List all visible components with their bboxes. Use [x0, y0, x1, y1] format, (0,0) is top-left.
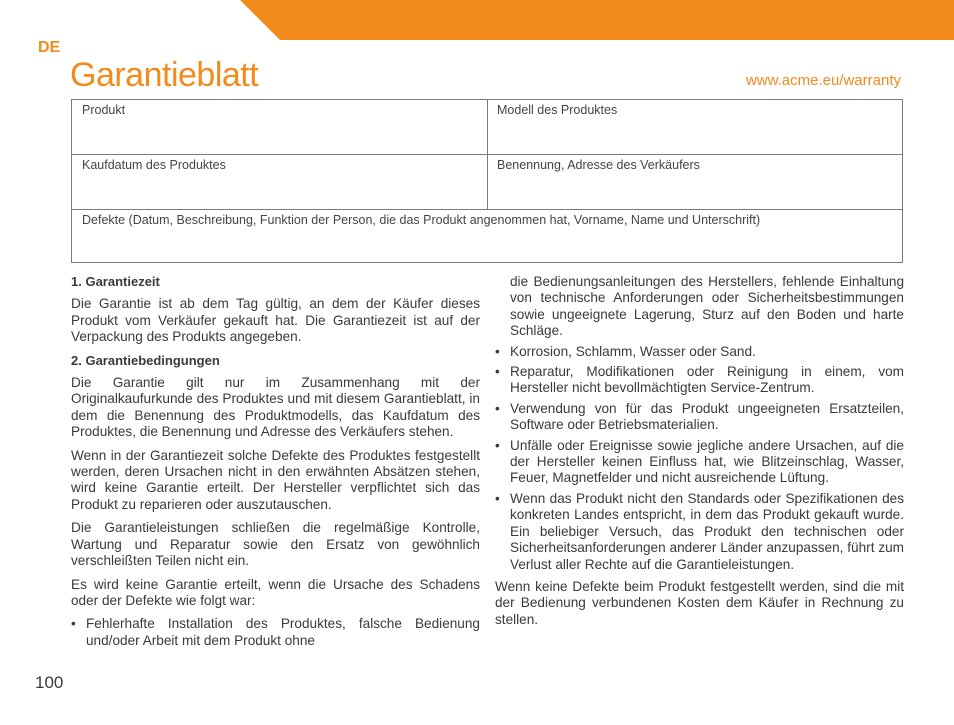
- conditions-paragraph: Die Garantieleistungen schließen die regelmäßige Kontrolle, Wartung und Reparatur sowie den Ersatz von gewöhnlich verschleißten Teilen nicht ein.: [71, 520, 480, 569]
- left-column: [71, 274, 480, 655]
- list-item-text: Korrosion, Schlamm, Wasser oder Sand.: [510, 343, 756, 359]
- defects-field[interactable]: Defekte (Datum, Beschreibung, Funktion der Person, die das Produkt angenommen hat, Vorname, Name und Unterschrift): [82, 213, 761, 227]
- bullet-icon: •: [71, 616, 76, 632]
- page-number: 100: [35, 673, 64, 692]
- exclusion-list: [71, 616, 480, 649]
- list-item: [495, 274, 904, 340]
- right-column: [495, 274, 904, 635]
- conditions-paragraph: Wenn in der Garantiezeit solche Defekte des Produktes festgestellt werden, deren Ursachen nicht in den erwähnten Absätzen stehen, wird keine Garantie erteilt. Der Hersteller verpflichtet sich das Produkt zu reparieren oder auszutauschen.: [71, 447, 480, 512]
- list-item: [495, 364, 904, 397]
- warranty-period-text: Die Garantie ist ab dem Tag gültig, an dem der Käufer dieses Produkt vom Verkäufer gekauft hat. Die Garantiezeit ist auf der Verpackung des Produkts angegeben.: [71, 296, 480, 345]
- conditions-paragraph: Es wird keine Garantie erteilt, wenn die Ursache des Schadens oder der Defekte wie folgt war:: [71, 576, 480, 608]
- list-item: [495, 401, 904, 434]
- bullet-icon: •: [495, 490, 500, 506]
- product-field[interactable]: Produkt: [82, 103, 126, 117]
- bullet-icon: •: [495, 400, 500, 416]
- bullet-icon: •: [495, 343, 500, 359]
- list-item-text: die Bedienungsanleitungen des Herstellers, fehlende Einhaltung von technische Anforderungen oder Sicherheitsbestimmungen sowie ungeeignete Lagerung, Sturz auf den Boden und harte Schläge.: [510, 274, 904, 339]
- list-item-text: Wenn das Produkt nicht den Standards oder Spezifikationen des konkreten Landes entspricht, in dem das Produkt gekauft wurde. Ein beliebiger Versuch, das Produkt den technischen oder Sicherheitsanforderungen anderer Länder anzupassen, führt zum Verlust aller Rechte auf die Garantieleistungen.: [510, 490, 904, 572]
- section-heading-warranty-conditions: 2. Garantiebedingungen: [71, 352, 220, 368]
- page-title: Garantieblatt: [70, 56, 259, 94]
- closing-paragraph: Wenn keine Defekte beim Produkt festgestellt werden, sind die mit der Bedienung verbundenen Kosten dem Käufer in Rechnung zu stellen.: [495, 578, 904, 627]
- list-item: [495, 344, 904, 360]
- warranty-url: www.acme.eu/warranty: [745, 72, 901, 89]
- list-item-text: Reparatur, Modifikationen oder Reinigung in einem, vom Hersteller nicht bevollmächtigten Service-Zentrum.: [510, 364, 904, 396]
- seller-field[interactable]: Benennung, Adresse des Verkäufers: [487, 155, 902, 209]
- form-row-3: [72, 210, 902, 264]
- model-field[interactable]: Modell des Produktes: [487, 100, 902, 154]
- list-item-text: Verwendung von für das Produkt ungeeigneten Ersatzteilen, Software oder Betriebsmaterialien.: [510, 400, 904, 433]
- form-row-1: [72, 100, 902, 155]
- list-item-text: Unfälle oder Ereignisse sowie jegliche andere Ursachen, auf die der Hersteller keinen Einfluss hat, wie Blitzeinschlag, Wasser, Feuer, Magnetfelder und nicht ausreichende Lüftung.: [510, 437, 904, 486]
- form-row-2: [72, 155, 902, 210]
- warranty-form: [71, 99, 903, 263]
- top-accent-band: [240, 0, 954, 40]
- section-heading-warranty-period: 1. Garantiezeit: [71, 274, 160, 289]
- list-item: [495, 438, 904, 487]
- bullet-icon: •: [495, 364, 500, 380]
- list-item: [71, 616, 480, 649]
- list-item: [495, 491, 904, 573]
- purchase-date-field[interactable]: Kaufdatum des Produktes: [82, 158, 226, 172]
- bullet-icon: •: [495, 437, 500, 453]
- conditions-paragraph: Die Garantie gilt nur im Zusammenhang mit der Originalkaufurkunde des Produktes und mit diesem Garantieblatt, in dem die Benennung des Produktmodells, das Kaufdatum des Produktes, die Benennung und Adresse des Verkäufers stehen.: [71, 375, 480, 440]
- list-item-text: Fehlerhafte Installation des Produktes, falsche Bedienung und/oder Arbeit mit dem Produkt ohne: [86, 616, 480, 648]
- language-code: DE: [38, 39, 61, 56]
- exclusion-list-continued: [495, 274, 904, 573]
